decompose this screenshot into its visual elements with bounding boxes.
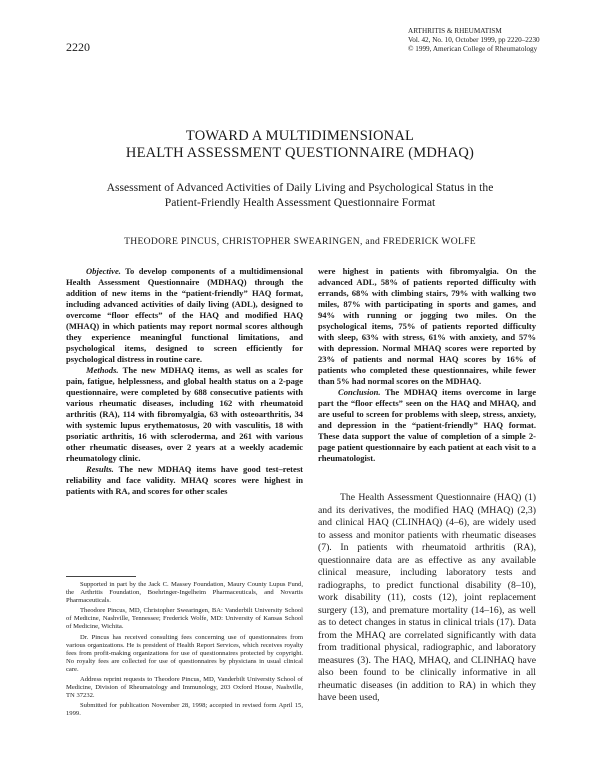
article-subtitle <box>0 180 600 210</box>
methods-text: The new MDHAQ items, as well as scales for pain, fatigue, helplessness, and global health status on a 2-page questionnaire, were completed by 688 consecutive patients with various rheumatic diseases, including 162 with rheumatoid arthritis (RA), 114 with fibromyalgia, 63 with osteoarthritis, 34 with systemic lupus erythematosus, 20 with vasculitis, 18 with psoriatic arthritis, 16 with scleroderma, and 261 with various other rheumatic diseases, over 2 years at a weekly academic rheumatology clinic. <box>66 365 303 463</box>
journal-info <box>408 27 540 54</box>
abstract-results <box>66 464 303 497</box>
abstract-objective <box>66 266 303 365</box>
footnote-affiliations: Theodore Pincus, MD, Christopher Swearingen, BA: Vanderbilt University School of Medicine, Nashville, Tennessee; Frederick Wolfe, MD: University of Kansas School of Medicine, Wichita. <box>66 607 303 631</box>
abstract-results-continued: were highest in patients with fibromyalgia. On the advanced ADL, 58% of patients reported difficulty with errands, 68% with climbing stairs, 79% with walking two miles, 87% with participating in sports and games, and 94% with running or jogging two miles. On the psychological items, 75% of patients reported difficulty with sleep, 63% with stress, 61% with anxiety, and 57% with depression. Normal MHAQ scores were reported by 23% of patients and normal HAQ scores by 16% of patients who completed these questionnaires, while fewer than 5% had normal scores on the MDHAQ. <box>318 266 536 386</box>
objective-heading: Objective. <box>86 266 121 276</box>
body-column <box>318 492 536 705</box>
body-paragraph: The Health Assessment Questionnaire (HAQ) (1) and its derivatives, the modified HAQ (MHAQ) (2,3) and clinical HAQ (CLINHAQ) (4–6), are widely used to assess and monitor patients with rheumatic diseases (7). In patients with rheumatoid arthritis (RA), questionnaire data are as effective as any available clinical measure, including laboratory tests and radiographs, to predict functional disability (8–10), work disability (11), costs (12), joint replacement surgery (13), and premature mortality (14–16), as well as to detect changes in status in clinical trials (17). Data from the MHAQ are correlated significantly with data from traditional physical, radiographic, and laboratory measures (3). The HAQ, MHAQ, and CLINHAQ have also been found to be clinically informative in all rheumatic diseases (in addition to RA) in which they have been used, <box>318 492 536 703</box>
objective-text: To develop components of a multidimensional Health Assessment Questionnaire (MDHAQ) through the addition of new items in the “patient-friendly” HAQ format, including advanced activities of daily living (ADL), designed to overcome “floor effects” of the HAQ and modified HAQ (MHAQ) in which patients may report normal scores although they experience meaningful functional limitations, and psychological items, designed to screen efficiently for psychological distress in routine care. <box>66 266 303 364</box>
journal-copyright: © 1999, American College of Rheumatology <box>408 45 538 53</box>
subtitle-line: Patient-Friendly Health Assessment Questionnaire Format <box>164 196 436 209</box>
page-number: 2220 <box>66 40 90 54</box>
footnotes <box>66 581 303 721</box>
title-line: TOWARD A MULTIDIMENSIONAL <box>185 128 415 144</box>
abstract-conclusion <box>318 387 536 464</box>
abstract-methods <box>66 365 303 464</box>
results-text: The new MDHAQ items have good test–retest reliability and face validity. MHAQ scores were highest in patients with RA, and scores for other scales <box>66 464 303 496</box>
footnote-divider <box>66 576 136 577</box>
journal-name: ARTHRITIS & RHEUMATISM <box>408 27 502 35</box>
footnote-reprints: Address reprint requests to Theodore Pincus, MD, Vanderbilt University School of Medicine, Division of Rheumatology and Immunology, 203 Oxford House, Nashville, TN 37232. <box>66 676 303 700</box>
subtitle-line: Assessment of Advanced Activities of Daily Living and Psychological Status in the <box>106 181 494 194</box>
conclusion-text: The MDHAQ items overcome in large part the “floor effects” seen on the HAQ and MHAQ, and are useful to screen for problems with sleep, stress, anxiety, and depression in the “patient-friendly” HAQ format. These data support the value of completion of a simple 2-page patient questionnaire by each patient at each visit to a rheumatologist. <box>318 387 536 463</box>
conclusion-heading: Conclusion. <box>338 387 381 397</box>
footnote-support: Supported in part by the Jack C. Massey Foundation, Maury County Lupus Fund, the Arthritis Foundation, Boehringer-Ingelheim Pharmaceuticals, and Novartis Pharmaceuticals. <box>66 581 303 605</box>
footnote-disclosure: Dr. Pincus has received consulting fees concerning use of questionnaires from various organizations. He is president of Health Report Services, which receives royalty fees from profit-making organizations for use of questionnaires protected by copyright. No royalty fees are collected for use of questionnaires by physicians in usual clinical care. <box>66 633 303 673</box>
title-line: HEALTH ASSESSMENT QUESTIONNAIRE (MDHAQ) <box>125 145 475 161</box>
footnote-submission: Submitted for publication November 28, 1998; accepted in revised form April 15, 1999. <box>66 702 303 718</box>
article-title <box>0 128 600 162</box>
results-heading: Results. <box>86 464 114 474</box>
abstract-right-column <box>318 266 536 464</box>
abstract-left-column <box>66 266 303 497</box>
methods-heading: Methods. <box>86 365 119 375</box>
journal-volume: Vol. 42, No. 10, October 1999, pp 2220–2230 <box>408 36 540 44</box>
authors: THEODORE PINCUS, CHRISTOPHER SWEARINGEN, and FREDERICK WOLFE <box>124 236 476 247</box>
